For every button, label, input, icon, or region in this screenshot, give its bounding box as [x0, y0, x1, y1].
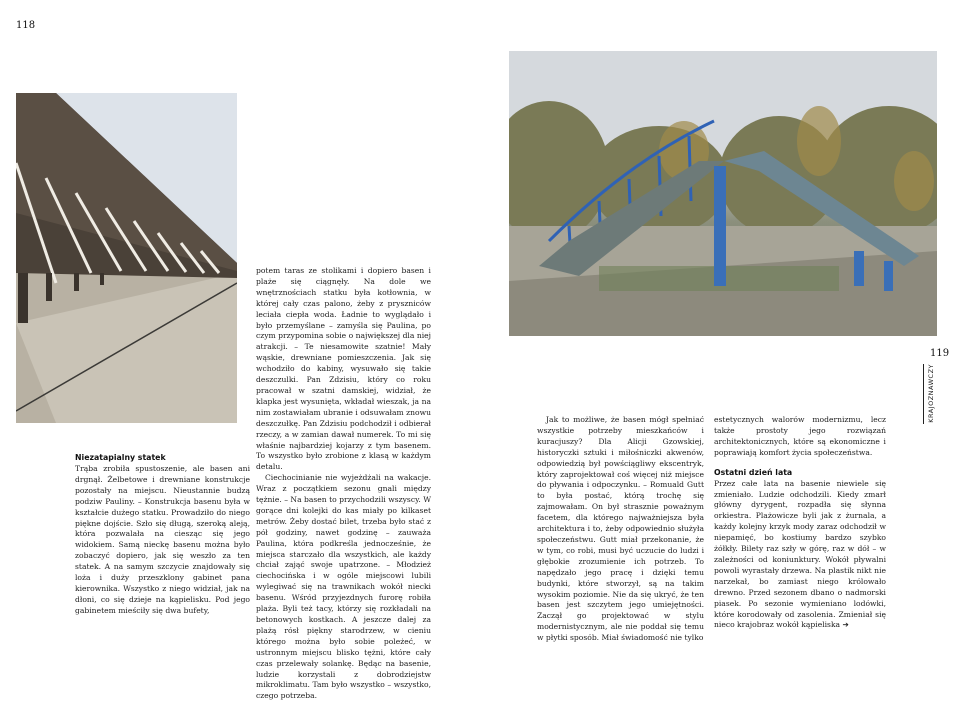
text-column-1 [75, 452, 250, 617]
text-column-3 [537, 415, 704, 644]
running-head-text: KRAJOZNAWCZY [927, 364, 935, 423]
section-heading-ostatni-dzien: Ostatni dzień lata [714, 467, 793, 477]
text-column-2 [256, 266, 431, 702]
paragraph: estetycznych walorów modernizmu, lecz także prostoty jego rozwiązań architektonicznych, które są ekonomiczne i poprawiają komfort życia społeczeństwa. [714, 415, 886, 457]
page-number-left: 118 [16, 20, 36, 31]
text-column-4 [714, 415, 886, 631]
page-number-right: 119 [930, 348, 950, 359]
section-heading-niezatapialny: Niezatapialny statek [75, 453, 166, 462]
paragraph: Ciechocinianie nie wyjeżdżali na wakacje. Wraz z początkiem sezonu gnali między tężnie. – Na basen to przychodzili wszyscy. W gorące dni kolejki do kas miały po kilkaset metrów. Żeby dostać bilet, trzeba było stać z pół godziny, nawet godzinę – zauważa Paulina, która podkreśla jednocześnie, że miejsca starczało dla wszystkich, ale każdy chciał zająć swoje upatrzone. – Młodzież ciechocińska i w ogóle miejscowi lubili wylegiwać się na trawnikach wokół niecki basenu. Wśród przyjezdnych furorę robiła plaża. Byli też tacy, którzy się rozkładali na betonowych kostkach. A jeszcze dalej za plażą rósł piękny starodrzew, w cieniu którego można było sobie poleżeć, w ustronnym miejscu blisko tężni, które cały czas przelewały solankę. Będąc na basenie, ludzie korzystali z dobrodziejstw mikroklimatu. Tam było wszystko – wszystko, czego potrzeba. [256, 473, 431, 701]
paragraph: Jak to możliwe, że basen mógł spełniać wszystkie potrzeby mieszkańców i kuracjuszy? Dla Alicji Gzowskiej, historyczki sztuki i miłośniczki akwenów, odpowiedzią był powściągliwy ekscentryk, który zaprojektował coś więcej niż miejsce do pływania i odpoczynku. – Romuald Gutt to była postać, którą trochę się zajmowałam. On był strasznie poważnym facetem, dla którego najważniejsza była architektura i to, żeby odpowiednio służyła społeczeństwu. Gutt miał przekonanie, że w tym, co robi, musi być uczucie do ludzi i głębokie zrozumienie ich potrzeb. To napędzało jego pracę i dzięki temu budynki, które stworzył, są na takim wysokim poziomie. Nie da się ukryć, że ten basen jest szczytem jego umiejętności. Zaczął go projektować w stylu modernistycznym, ale nie poddał się temu w płytki sposób. Miał świadomość nie tylko [537, 415, 704, 643]
running-head [923, 364, 939, 424]
paragraph: Przez całe lata na basenie niewiele się zmieniało. Ludzie odchodzili. Kiedy zmarł główny dyrygent, rozpadła się słynna orkiestra. Plażowicze byli jak z żurnala, a każdy kolejny krzyk mody zaraz odchodził w niepamięć, bo kostiumy bardzo szybko żółkły. Bilety raz szły w górę, raz w dół – w zależności od koniunktury. Wokół pływalni powoli wyrastały drzewa. Na plastik nikt nie narzekał, bo zamiast niego królowało drewno. Przed sezonem dbano o nadmorski piasek. Po sezonie wymieniano lodówki, które korodowały od zasolenia. Zmieniał się nieco krajobraz wokół kąpieliska ➔ [714, 478, 886, 630]
photo-graduation-tower [16, 93, 237, 423]
paragraph: Trąba zrobiła spustoszenie, ale basen ani drgnął. Żelbetowe i drewniane konstrukcje pozostały na miejscu. Nieustannie budzą podziw Pauliny. – Konstrukcja basenu była w kształcie dużego statku. Prowadziło do niego piękne dojście. Szło się długą, szeroką aleją, która pozwalała na ciesząc się jego widokiem. Samą nieckę basenu można było zobaczyć dopiero, jak się weszło za ten statek. A na samym szczycie znajdowały się loża i duży przeszklony gabinet pana kierownika. Wszystko z niego widział, jak na dłoni, co się dzieje na kąpielisku. Pod jego gabinetem mieściły się dwa bufety, [75, 464, 250, 615]
pool-slide-illustration [509, 51, 937, 336]
photo-abandoned-pool-slide [509, 51, 937, 336]
graduation-tower-illustration [16, 93, 237, 423]
paragraph: potem taras ze stolikami i dopiero basen i plaże się ciągnęły. Na dole we wnętrznościach statku była kotłownia, w której cały czas palono, żeby z pryszniców leciała ciepła woda. Ładnie to wyglądało i było przemyślane – zamyśla się Paulina, po czym przypomina sobie o największej dla niej atrakcji. – Te niesamowite szatnie! Mały wąskie, drewniane pomieszczenia. Jak się wchodziło do kabiny, wysuwało się takie deszczulki. Pan Zdzisiu, który co roku pracował w szatni damskiej, widział, że klapka jest wysunięta, wkładał wieszak, ja na nim zostawiałam ubranie i odsuwałam znowu deszczułkę. Pan Zdzisiu podchodził i odbierał rzeczy, a w zamian dawał numerek. To mi się właśnie najbardziej kojarzy z tym basenem. To wszystko było zrobione z klasą w każdym detalu. [256, 266, 431, 472]
